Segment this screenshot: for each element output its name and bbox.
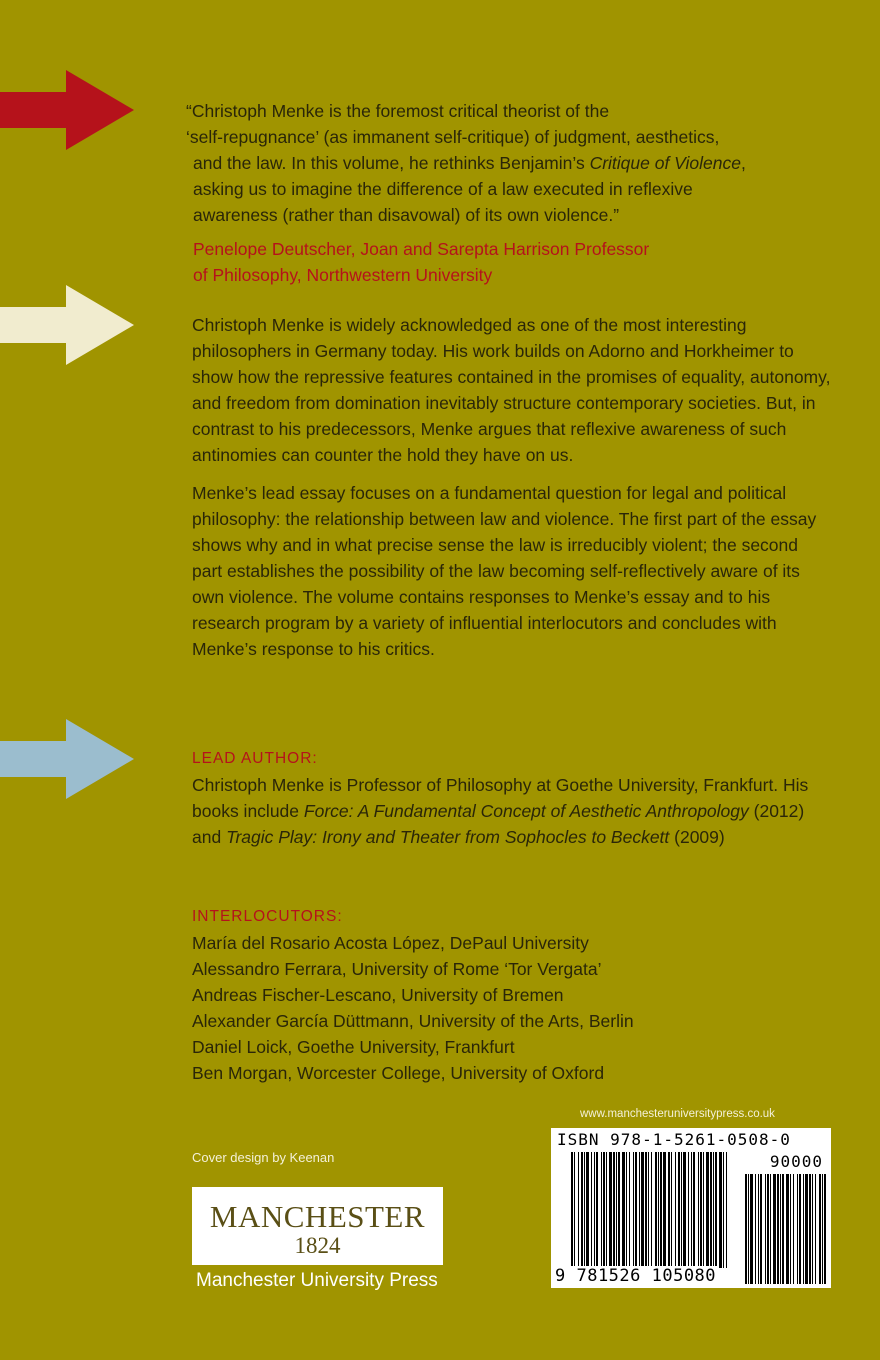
interlocutor-name: Alessandro Ferrara, University of Rome ‘Tor Vergata’: [192, 959, 602, 979]
addon-bar: [760, 1174, 762, 1284]
barcode-bar: [700, 1152, 702, 1268]
interlocutor-name: María del Rosario Acosta López, DePaul University: [192, 933, 589, 953]
barcode-bar: [715, 1152, 717, 1268]
addon-bar: [819, 1174, 821, 1284]
barcode-bar: [671, 1152, 672, 1268]
addon-bar: [812, 1174, 813, 1284]
addon-bar: [815, 1174, 816, 1284]
barcode-bar: [713, 1152, 714, 1268]
barcode-bar: [681, 1152, 682, 1268]
quote-attribution: Penelope Deutscher, Joan and Sarepta Harrison Professor of Philosophy, Northwestern University: [193, 239, 650, 285]
barcode-bar: [693, 1152, 695, 1268]
barcode-bar: [586, 1152, 589, 1268]
quote-line: “Christoph Menke is the foremost critical theorist of the: [186, 101, 610, 121]
barcode-bar: [706, 1152, 709, 1268]
barcode-bar: [622, 1152, 625, 1268]
barcode-bar: [663, 1152, 666, 1268]
barcode-bar: [710, 1152, 712, 1268]
barcode-bar: [651, 1152, 652, 1268]
barcode-bar: [629, 1152, 630, 1268]
interlocutor-name: Daniel Loick, Goethe University, Frankfurt: [192, 1037, 515, 1057]
barcode-bar: [645, 1152, 647, 1268]
interlocutor-name: Ben Morgan, Worcester College, University of Oxford: [192, 1063, 605, 1083]
barcode-bar: [668, 1152, 670, 1268]
barcode-bar: [655, 1152, 657, 1268]
addon-bar: [809, 1174, 811, 1284]
endorsement-quote: [186, 98, 836, 288]
red-arrow-icon: [0, 70, 140, 150]
addon-bar: [765, 1174, 766, 1284]
quote-line: ‘self-repugnance’ (as immanent self-critique) of judgment, aesthetics,: [186, 127, 720, 147]
barcode-bar: [703, 1152, 704, 1268]
addon-bar: [780, 1174, 781, 1284]
barcode-bar: [591, 1152, 592, 1268]
addon-bar: [750, 1174, 753, 1284]
isbn-barcode: [551, 1128, 831, 1288]
addon-bar: [790, 1174, 791, 1284]
addon-bar: [799, 1174, 801, 1284]
blue-arrow-icon: [0, 719, 140, 799]
barcode-bar: [606, 1152, 607, 1268]
price-addon: 90000: [769, 1152, 823, 1171]
barcode-bar: [719, 1152, 722, 1268]
barcode-bar: [603, 1152, 605, 1268]
barcode-bar: [616, 1152, 617, 1268]
barcode-bar: [609, 1152, 612, 1268]
addon-bar: [786, 1174, 789, 1284]
isbn-number: ISBN 978-1-5261-0508-0: [557, 1130, 791, 1149]
barcode-bar: [678, 1152, 680, 1268]
barcode-bar: [648, 1152, 649, 1268]
barcode-bar: [613, 1152, 615, 1268]
barcode-bar: [578, 1152, 579, 1268]
addon-bar: [782, 1174, 784, 1284]
barcode-bar: [635, 1152, 637, 1268]
barcode-bar: [584, 1152, 585, 1268]
quote-line: awareness (rather than disavowal) of its own violence.”: [193, 205, 620, 225]
interlocutor-name: Alexander García Düttmann, University of the Arts, Berlin: [192, 1011, 634, 1031]
addon-bar: [793, 1174, 794, 1284]
barcode-bar: [626, 1152, 627, 1268]
lead-author-label: LEAD AUTHOR:: [192, 750, 318, 767]
barcode-bar: [581, 1152, 583, 1268]
addon-bar: [797, 1174, 798, 1284]
interlocutor-name: Andreas Fischer-Lescano, University of Bremen: [192, 985, 564, 1005]
barcode-bar: [633, 1152, 634, 1268]
quote-line: and the law. In this volume, he rethinks Benjamin’s Critique of Violence,: [193, 153, 746, 173]
barcode-bar: [726, 1152, 727, 1268]
barcode-bar: [691, 1152, 692, 1268]
interlocutors-section: [192, 904, 832, 1086]
addon-bar: [758, 1174, 759, 1284]
book-description: [192, 312, 832, 674]
barcode-bar: [688, 1152, 689, 1268]
addon-bar: [745, 1174, 747, 1284]
barcode-bar: [596, 1152, 598, 1268]
logo-name: MANCHESTER: [209, 1199, 426, 1234]
publisher-logo: [192, 1187, 443, 1265]
barcode-bar: [683, 1152, 686, 1268]
addon-bar: [803, 1174, 804, 1284]
lead-author-section: [192, 746, 832, 850]
cover-design-credit: Cover design by Keenan: [192, 1150, 335, 1165]
ean-number: 9 781526 105080: [555, 1266, 717, 1286]
barcode-bar: [601, 1152, 602, 1268]
addon-bar: [748, 1174, 749, 1284]
barcode-bar: [641, 1152, 644, 1268]
barcode-bar: [658, 1152, 659, 1268]
quote-book-title: Critique of Violence: [589, 153, 741, 173]
addon-bar: [773, 1174, 776, 1284]
addon-bar: [805, 1174, 808, 1284]
lead-author-bio: Christoph Menke is Professor of Philosophy at Goethe University, Frankfurt. His books include Force: A Fundamental Concept of Aesthetic Anthropology (2012) and Tragic Play: Irony and Theater from Sophocles to Beckett (2009): [192, 775, 809, 847]
addon-bar: [767, 1174, 769, 1284]
book-title: Force: A Fundamental Concept of Aesthetic Anthropology: [303, 801, 749, 821]
description-paragraph: Menke’s lead essay focuses on a fundamental question for legal and political philosophy: the relationship between law and violence. The first part of the essay shows why and in what precise sense the law is irreducibly violent; the second part establishes the possibility of the law becoming self-reflectively aware of its own violence. The volume contains responses to Menke’s essay and to his research program by a variety of influential interlocutors and concludes with Menke’s response to his critics.: [192, 483, 817, 659]
addon-bar: [770, 1174, 771, 1284]
quote-line: asking us to imagine the difference of a law executed in reflexive: [193, 179, 693, 199]
publisher-name: Manchester University Press: [196, 1270, 438, 1291]
publisher-url: www.manchesteruniversitypress.co.uk: [580, 1108, 775, 1120]
description-paragraph: Christoph Menke is widely acknowledged as one of the most interesting philosophers in Germany today. His work builds on Adorno and Horkheimer to show how the repressive features contained in the promises of equality, autonomy, and freedom from domination inevitably structure contemporary societies. But, in contrast to his predecessors, Menke argues that reflexive awareness of such antinomies can counter the hold they have on us.: [192, 315, 831, 465]
barcode-bar: [723, 1152, 724, 1268]
barcode-bar: [698, 1152, 699, 1268]
barcode-bar: [574, 1152, 575, 1268]
logo-year: 1824: [294, 1233, 341, 1258]
addon-bar: [824, 1174, 826, 1284]
barcode-bar: [660, 1152, 662, 1268]
barcode-bar: [571, 1152, 573, 1268]
barcode-bar: [639, 1152, 640, 1268]
interlocutors-label: INTERLOCUTORS:: [192, 908, 343, 925]
addon-bar: [755, 1174, 756, 1284]
book-title: Tragic Play: Irony and Theater from Sophocles to Beckett: [226, 827, 670, 847]
barcode-bar: [594, 1152, 595, 1268]
addon-bar: [777, 1174, 779, 1284]
barcode-bar: [618, 1152, 620, 1268]
cream-arrow-icon: [0, 285, 140, 365]
addon-bar: [822, 1174, 823, 1284]
barcode-bar: [675, 1152, 676, 1268]
